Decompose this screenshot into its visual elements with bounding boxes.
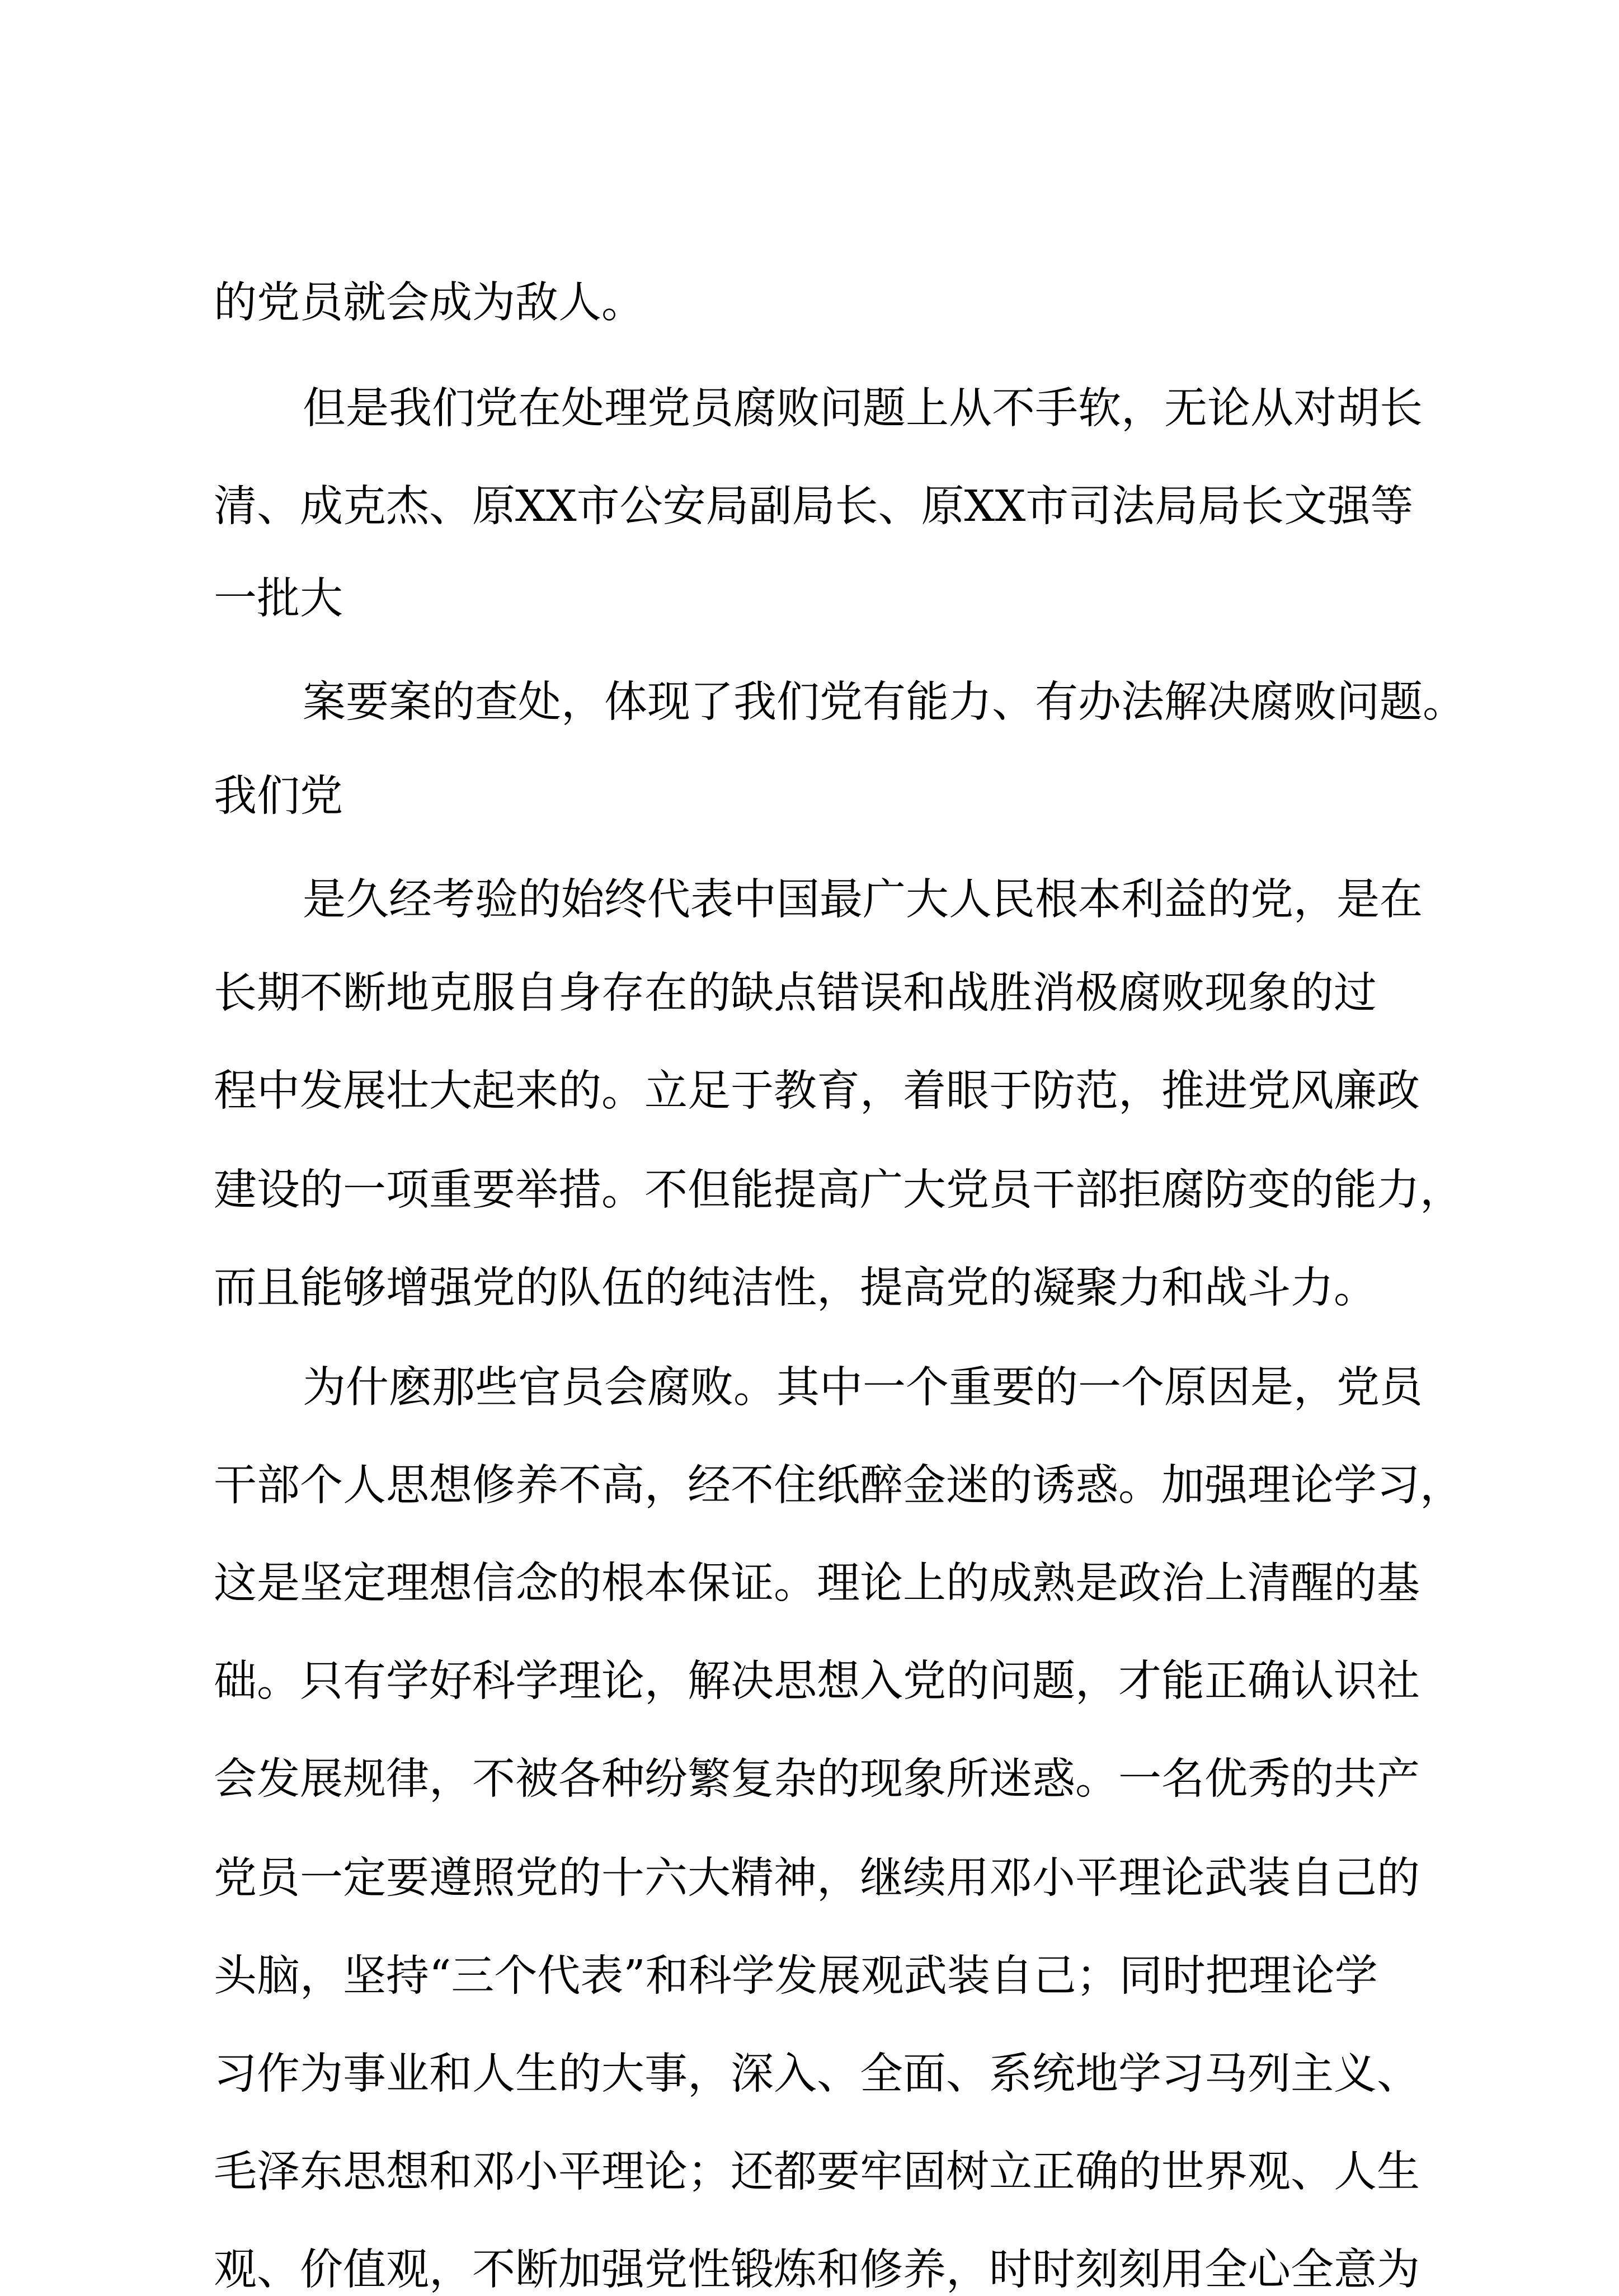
text-line: 础。只有学好科学理论，解决思想入党的问题，才能正确认识社 xyxy=(214,1657,1420,1706)
text-line: 习作为事业和人生的大事，深入、全面、系统地学习马列主义、 xyxy=(214,2049,1420,2099)
text-line: 案要案的查处，体现了我们党有能力、有办法解决腐败问题。 xyxy=(303,677,1466,727)
text-line: 清、成克杰、原XX市公安局副局长、原XX市司法局局长文强等 xyxy=(214,482,1414,531)
text-line: 程中发展壮大起来的。立足于教育，着眼于防范，推进党风廉政 xyxy=(214,1066,1420,1116)
text-line: 是久经考验的始终代表中国最广大人民根本利益的党，是在 xyxy=(303,875,1423,925)
text-line: 为什麽那些官员会腐败。其中一个重要的一个原因是，党员 xyxy=(303,1363,1423,1413)
text-line: 长期不断地克服自身存在的缺点错误和战胜消极腐败现象的过 xyxy=(214,968,1377,1018)
text-line: 但是我们党在处理党员腐败问题上从不手软，无论从对胡长 xyxy=(303,384,1423,434)
text-line: 我们党 xyxy=(214,771,343,821)
text-line: 党员一定要遵照党的十六大精神，继续用邓小平理论武装自己的 xyxy=(214,1853,1420,1903)
text-line: 毛泽东思想和邓小平理论；还都要牢固树立正确的世界观、人生 xyxy=(214,2147,1420,2197)
text-line: 会发展规律，不被各种纷繁复杂的现象所迷惑。一名优秀的共产 xyxy=(214,1754,1420,1804)
text-line: 干部个人思想修养不高，经不住纸醉金迷的诱惑。加强理论学习， xyxy=(214,1461,1463,1511)
text-line: 一批大 xyxy=(214,574,343,624)
text-line: 建设的一项重要举措。不但能提高广大党员干部拒腐防变的能力， xyxy=(214,1165,1463,1215)
text-line: 而且能够增强党的队伍的纯洁性，提高党的凝聚力和战斗力。 xyxy=(214,1263,1377,1313)
text-line: 这是坚定理想信念的根本保证。理论上的成熟是政治上清醒的基 xyxy=(214,1559,1420,1608)
text-line: 观、价值观，不断加强党性锻炼和修养，时时刻刻用全心全意为 xyxy=(214,2245,1420,2295)
text-line: 头脑，坚持“三个代表”和科学发展观武装自己；同时把理论学 xyxy=(214,1951,1378,2001)
text-line: 的党员就会成为敌人。 xyxy=(214,278,644,328)
